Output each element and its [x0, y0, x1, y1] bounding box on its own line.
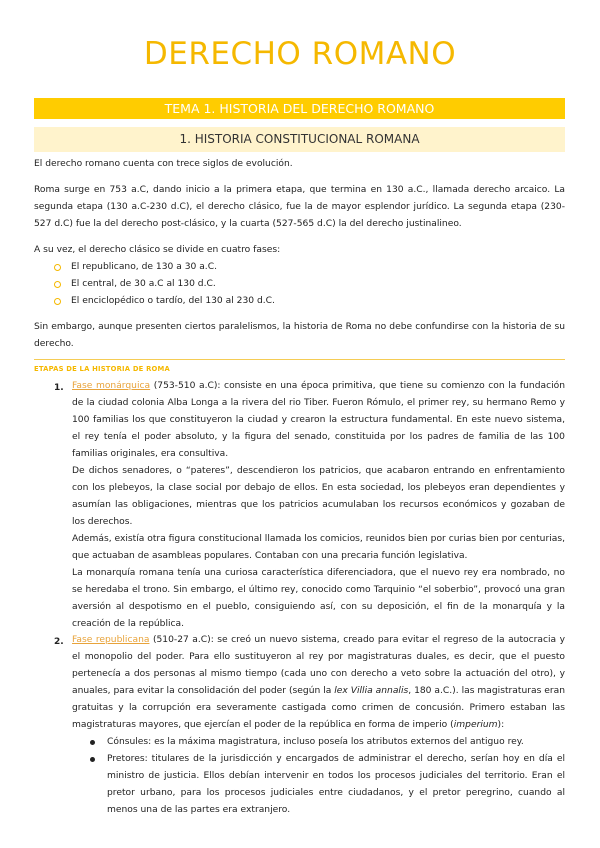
list-item: Cónsules: es la máxima magistratura, incluso poseía los atributos externos del antiguo rey. [90, 734, 565, 751]
lex-villia-text: lex Villia annalis [334, 686, 409, 696]
item-paragraph: Además, existía otra figura constitucional llamada los comicios, reunidos bien por curias bien por centurias, que actuaban de asambleas populares. Contaban con una precaria función legislativa. [72, 534, 565, 561]
magistraturas-list [72, 734, 565, 819]
list-item: El enciclopédico o tardío, del 130 al 230 d.C. [54, 293, 565, 310]
topic-banner: TEMA 1. HISTORIA DEL DERECHO ROMANO [34, 98, 565, 119]
section-divider [34, 359, 565, 360]
item-lead-text: , 180 a.C.). las magistraturas eran gratuitas y la corrupción era severamente castigada como crimen de concusión. Primero estaban las magistraturas mayores, que ejercían el poder de la república en forma de imperio ( [72, 686, 566, 730]
fase-monarquica-link[interactable]: Fase monárquica [72, 381, 151, 391]
item-lead-text: (510-27 a.C): se creó un nuevo sistema, creado para evitar el regreso de la autocracia y el monopolio del poder. Para ello sustituyeron al rey por magistraturas duales, es decir, que el puesto pertenecía a dos personas al mismo tiempo (cada uno con derecho a veto sobre la actuación del otro), y anuales, para evitar la consolidación del poder (según la [72, 635, 566, 696]
item-paragraph: De dichos senadores, o “pateres”, descendieron los patricios, que acabaron entrando en enfrentamiento con los plebeyos, la clase social por debajo de ellos. En esta sociedad, los plebeyos eran dependientes y asumían las obligaciones, mientras que los patricios acumulaban los recursos económicos y gozaban de los derechos. [72, 466, 565, 527]
item-fase-republicana [72, 632, 565, 819]
imperium-text: imperium [453, 720, 498, 730]
intro-paragraph-4: Sin embargo, aunque presenten ciertos paralelismos, la historia de Roma no debe confundirse con la historia de su derecho. [34, 322, 565, 349]
intro-paragraph-3: A su vez, el derecho clásico se divide en cuatro fases: [34, 245, 281, 255]
fase-republicana-link[interactable]: Fase republicana [72, 635, 150, 645]
item-fase-monarquica [72, 378, 565, 633]
list-item: El republicano, de 130 a 30 a.C. [54, 259, 565, 276]
intro-paragraph-2: Roma surge en 753 a.C, dando inicio a la primera etapa, que termina en 130 a.C., llamada derecho arcaico. La segunda etapa (130 a.C-230 d.C), el derecho clásico, fue la de mayor esplendor jurídico. La segunda etapa (230-527 d.C) fue la del derecho post-clásico, y la cuarta (527-565 d.C) la del derecho justinalineo. [34, 185, 565, 229]
list-item: Pretores: titulares de la jurisdicción y encargados de administrar el derecho, serían hoy en día el ministro de justicia. Ellos debían intervenir en todos los procesos judiciales del territorio. Eran el pretor urbano, para los procesos judiciales entre ciudadanos, y el pretor peregrino, cuando al menos una de las partes era extranjero. [90, 751, 565, 819]
intro-paragraph-1: El derecho romano cuenta con trece siglos de evolución. [34, 159, 293, 169]
fases-list [34, 259, 565, 310]
item-lead-text: (753-510 a.C): consiste en una época primitiva, que tiene su comienzo con la fundación de la ciudad colonia Alba Longa a la rivera del rio Tiber. Fueron Rómulo, el primer rey, su hermano Remo y 100 familias los que constituyeron la ciudad y crearon la estructura fundamental. En este nuevo sistema, el rey tenía el poder absoluto, y la figura del senado, constituida por los padres de familia de las 100 familias originales, era consultiva. [72, 381, 566, 459]
item-lead-text: ): [497, 720, 505, 730]
item-number: 2. [54, 637, 64, 647]
subtopic-banner: 1. HISTORIA CONSTITUCIONAL ROMANA [34, 127, 565, 152]
intro-block [34, 156, 565, 353]
item-paragraph: La monarquía romana tenía una curiosa característica diferenciadora, que el nuevo rey era nombrado, no se heredaba el trono. Sin embargo, el último rey, conocido como Tarquinio “el soberbio”, provocó una gran aversión al despotismo en el pueblo, consiguiendo así, con su deposición, el fin de la monarquía y la creación de la república. [72, 568, 565, 629]
item-number: 1. [54, 383, 64, 393]
document-title: DERECHO ROMANO [143, 36, 457, 72]
list-item: El central, de 30 a.C al 130 d.C. [54, 276, 565, 293]
section-heading: ETAPAS DE LA HISTORIA DE ROMA [34, 365, 170, 373]
